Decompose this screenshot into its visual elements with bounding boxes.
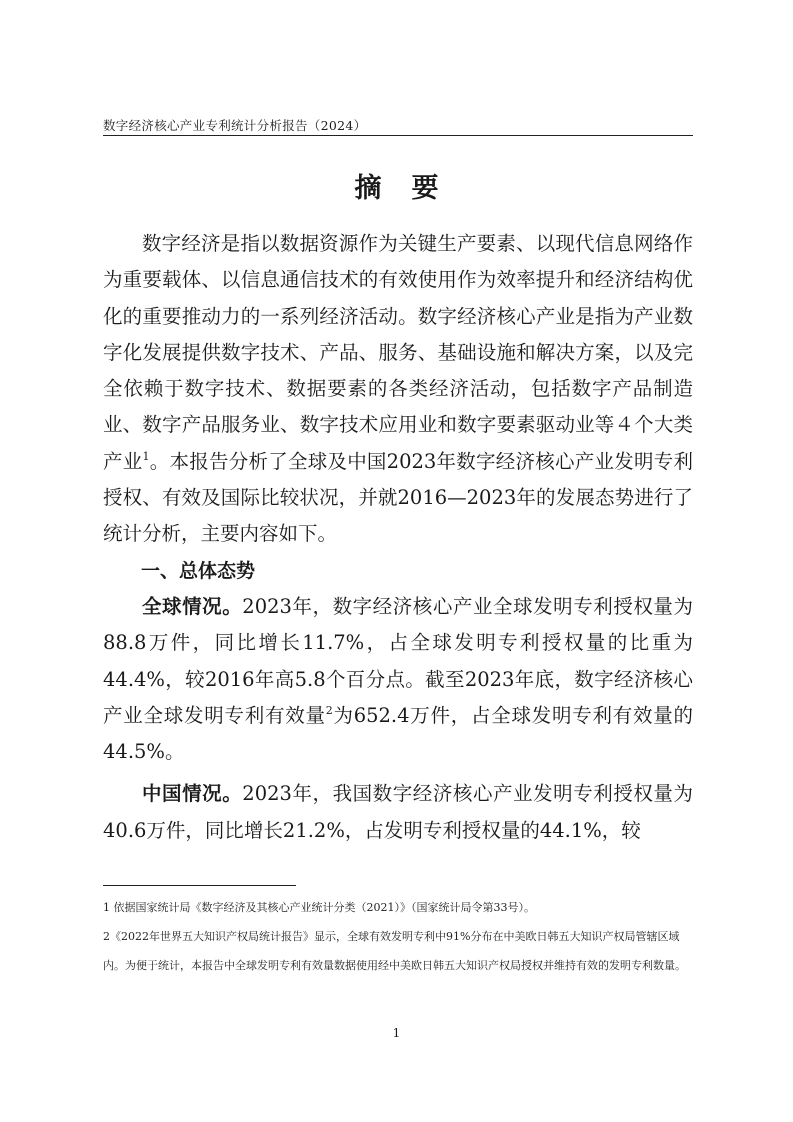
footnote-2: 2《2022年世界五大知识产权局统计报告》显示，全球有效发明专利中91%分布在中美欧日韩五大知识产权局管辖区域内。为便于统计，本报告中全球发明专利有效量数据使用经中美欧日韩五大知识产权局授权并维持有效的发明专利数量。 xyxy=(103,930,686,972)
intro-text-2: 。本报告分析了全球及中国2023年数字经济核心产业发明专利授权、有效及国际比较状况，并就2016—2023年的发展态势进行了统计分析，主要内容如下。 xyxy=(103,449,693,546)
footnote-divider xyxy=(103,885,296,886)
intro-text-1: 数字经济是指以数据资源作为关键生产要素、以现代信息网络作为重要载体、以信息通信技术的有效使用作为效率提升和经济结构优化的重要推动力的一系列经济活动。数字经济核心产业是指为产业数字化发展提供数字技术、产品、服务、基础设施和解决方案，以及完全依赖于数字技术、数据要素的各类经济活动，包括数字产品制造业、数字产品服务业、数字技术应用业和数字要素驱动业等４个大类产业 xyxy=(103,232,693,473)
footnote-ref-1: 1 xyxy=(142,449,150,463)
section-heading-overall: 一、总体态势 xyxy=(141,559,256,582)
global-text-2: 为652.4万件，占全球发明专利有效量的44.5%。 xyxy=(103,703,693,764)
running-header: 数字经济核心产业专利统计分析报告（2024） xyxy=(103,118,367,133)
china-paragraph xyxy=(103,776,693,849)
global-paragraph xyxy=(103,589,693,770)
page-title: 摘要 xyxy=(354,173,469,204)
china-text: 2023年，我国数字经济核心产业发明专利授权量为40.6万件，同比增长21.2%，占发明专利授权量的44.1%，较 xyxy=(103,782,693,842)
footnote-1: 1 依据国家统计局《数字经济及其核心产业统计分类（2021）》（国家统计局令第33号）。 xyxy=(103,901,535,914)
global-lead: 全球情况。 xyxy=(142,594,243,618)
global-text-1: 2023年，数字经济核心产业全球发明专利授权量为88.8万件，同比增长11.7%，占全球发明专利授权量的比重为44.4%，较2016年高5.8个百分点。截至2023年底，数字经济核心产业全球发明专利有效量 xyxy=(103,594,693,727)
header-divider xyxy=(103,135,693,136)
footnotes xyxy=(103,893,697,980)
intro-paragraph xyxy=(103,226,693,553)
page-number: 1 xyxy=(392,1026,401,1040)
main-body xyxy=(103,226,693,849)
footnote-ref-2: 2 xyxy=(325,703,333,717)
china-lead: 中国情况。 xyxy=(142,782,243,806)
